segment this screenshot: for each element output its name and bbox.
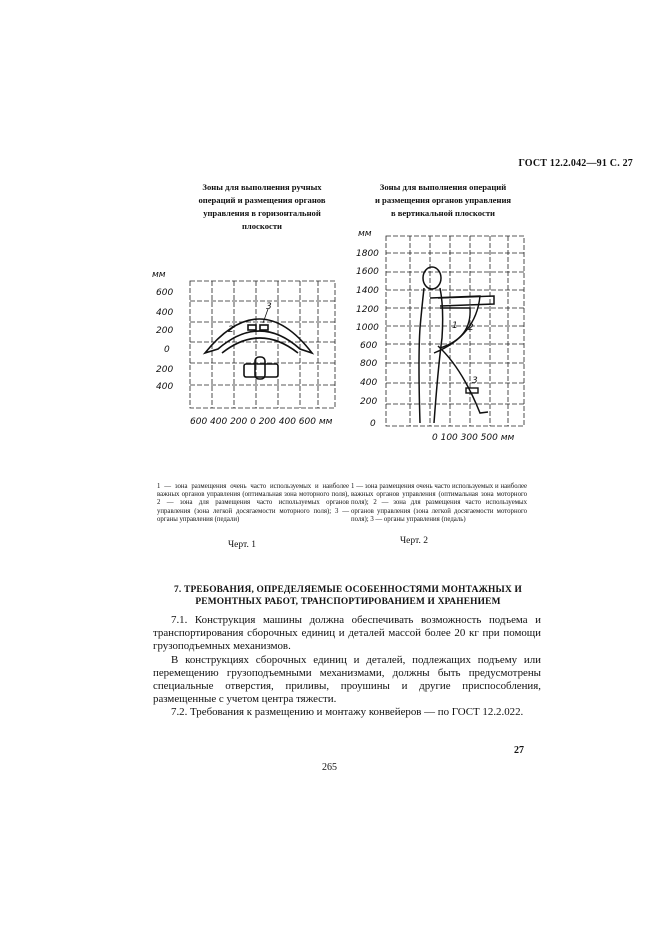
page-header: ГОСТ 12.2.042—91 С. 27 bbox=[518, 158, 633, 169]
y-tick: 200 bbox=[360, 397, 378, 407]
figure-2-diagram bbox=[352, 228, 532, 443]
y-tick: 200 bbox=[156, 326, 174, 336]
zone-1-number: 1 bbox=[452, 321, 458, 331]
body-text bbox=[153, 614, 541, 720]
y-tick: 0 bbox=[164, 345, 170, 355]
x-axis-labels: 600 400 200 0 200 400 600 мм bbox=[190, 417, 333, 427]
figure-1-legend: 1 — зона размещения очень часто используемых и наиболее важных органов управления (оптимальная зона моторного поля), 2 — зона для размещения часто используемых органов управления (зона легкой досягаемости моторного поля); 3 — органы управления (педали) bbox=[157, 483, 349, 523]
y-tick: 200 bbox=[156, 365, 174, 375]
pedal-outline bbox=[255, 357, 265, 379]
zone-2-number: 2 bbox=[468, 323, 474, 333]
zone-1-outline bbox=[222, 338, 298, 353]
y-tick: 400 bbox=[156, 382, 174, 392]
control-mark bbox=[248, 325, 256, 330]
figure-2-caption bbox=[358, 181, 528, 220]
y-tick: 400 bbox=[156, 308, 174, 318]
zone-2-number: 2 bbox=[228, 325, 234, 335]
figure-2-legend: 1 — зона размещения очень часто используемых и наиболее важных органов управления (оптимальная зона моторного поля); 2 — зона для размещения часто используемых органов управления (зона легкой досягаемости моторного поля); 3 — органы управления (педаль) bbox=[351, 483, 527, 523]
y-tick: 1200 bbox=[356, 305, 379, 315]
unit-label: мм bbox=[152, 270, 166, 280]
unit-label: мм bbox=[358, 229, 372, 239]
zone-3-number: 3 bbox=[266, 302, 272, 312]
control-mark bbox=[260, 325, 268, 330]
y-tick: 800 bbox=[360, 359, 378, 369]
x-axis-labels: 0 100 300 500 мм bbox=[432, 433, 515, 443]
y-tick: 0 bbox=[370, 419, 376, 429]
figure-1-caption bbox=[162, 181, 362, 233]
caption-line: и размещения органов управления bbox=[374, 195, 512, 205]
caption-line: плоскости bbox=[241, 221, 282, 231]
y-tick: 1600 bbox=[356, 267, 379, 277]
page-number-center: 265 bbox=[322, 762, 337, 773]
paragraph: 7.1. Конструкция машины должна обеспечивать возможность подъема и транспортирования сборочных единиц и деталей массой более 20 кг при помощи грузоподъемных механизмов. bbox=[153, 614, 541, 653]
caption-line: в вертикальной плоскости bbox=[391, 208, 495, 218]
pedal-outline bbox=[244, 364, 278, 377]
page-number-right: 27 bbox=[514, 745, 524, 756]
caption-line: Зоны для выполнения ручных bbox=[202, 182, 322, 192]
paragraph: В конструкциях сборочных единиц и деталей, подлежащих подъему или перемещению грузоподъемными механизмами, должны быть предусмотрены специальные отверстия, приливы, проушины и другие приспособления, размещенные с учетом центра тяжести. bbox=[153, 653, 541, 706]
paragraph: 7.2. Требования к размещению и монтажу конвейеров — по ГОСТ 12.2.022. bbox=[171, 706, 524, 719]
pedal-mark bbox=[466, 388, 478, 393]
grid bbox=[386, 236, 524, 426]
zone-2-outline bbox=[205, 319, 312, 353]
y-tick: 1400 bbox=[356, 286, 379, 296]
caption-line: управления в горизонтальной bbox=[203, 208, 321, 218]
zone-3-number: 3 bbox=[472, 376, 478, 386]
y-tick: 600 bbox=[360, 341, 378, 351]
y-tick: 1000 bbox=[356, 323, 379, 333]
figure-2-label: Черт. 2 bbox=[400, 536, 428, 546]
figure-1-diagram bbox=[150, 265, 350, 430]
section-title: 7. ТРЕБОВАНИЯ, ОПРЕДЕЛЯЕМЫЕ ОСОБЕННОСТЯМИ МОНТАЖНЫХ И РЕМОНТНЫХ РАБОТ, ТРАНСПОРТИРОВАНИЕМ И ХРАНЕНИЕМ bbox=[174, 585, 522, 607]
caption-line: Зоны для выполнения операций bbox=[379, 182, 507, 192]
y-tick: 400 bbox=[360, 378, 378, 388]
caption-line: операций и размещения органов bbox=[198, 195, 326, 205]
figure-1-label: Черт. 1 bbox=[228, 540, 256, 550]
y-tick: 1800 bbox=[356, 249, 379, 259]
y-tick: 600 bbox=[156, 288, 174, 298]
